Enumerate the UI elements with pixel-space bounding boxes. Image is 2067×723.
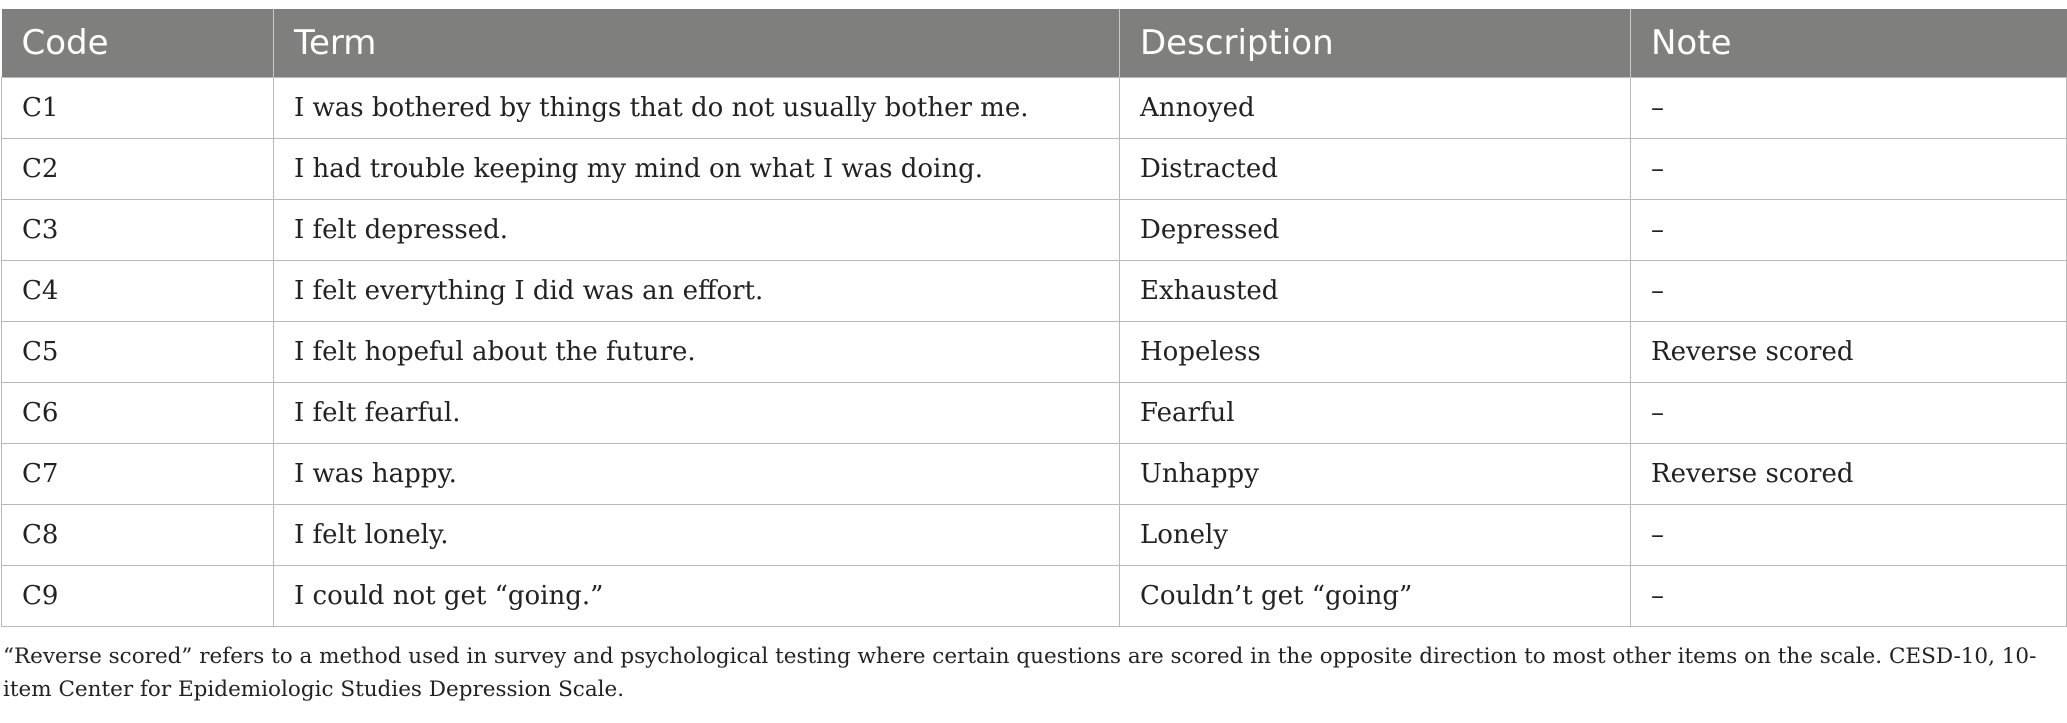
cell-code: C5	[2, 322, 274, 383]
cell-note: Reverse scored	[1631, 322, 2067, 383]
cell-term: I felt everything I did was an effort.	[274, 261, 1120, 322]
cell-description: Distracted	[1120, 139, 1631, 200]
cell-note: –	[1631, 383, 2067, 444]
header-note: Note	[1631, 9, 2067, 78]
cell-term: I could not get “going.”	[274, 566, 1120, 627]
cell-term: I felt fearful.	[274, 383, 1120, 444]
cell-note: –	[1631, 505, 2067, 566]
cell-code: C4	[2, 261, 274, 322]
cell-description: Fearful	[1120, 383, 1631, 444]
cell-description: Unhappy	[1120, 444, 1631, 505]
cell-note: –	[1631, 566, 2067, 627]
table-row	[2, 505, 2067, 566]
header-code: Code	[2, 9, 274, 78]
cell-code: C8	[2, 505, 274, 566]
cell-term: I felt depressed.	[274, 200, 1120, 261]
header-term: Term	[274, 9, 1120, 78]
table-row	[2, 322, 2067, 383]
header-description: Description	[1120, 9, 1631, 78]
table-row	[2, 78, 2067, 139]
cell-term: I was bothered by things that do not usually bother me.	[274, 78, 1120, 139]
cell-code: C2	[2, 139, 274, 200]
table-row	[2, 566, 2067, 627]
cell-term: I had trouble keeping my mind on what I was doing.	[274, 139, 1120, 200]
cell-description: Couldn’t get “going”	[1120, 566, 1631, 627]
table-header-row	[2, 9, 2067, 78]
table-row	[2, 444, 2067, 505]
cell-code: C6	[2, 383, 274, 444]
cell-code: C3	[2, 200, 274, 261]
table-row	[2, 383, 2067, 444]
table-row	[2, 200, 2067, 261]
cell-term: I was happy.	[274, 444, 1120, 505]
cell-note: Reverse scored	[1631, 444, 2067, 505]
cell-code: C1	[2, 78, 274, 139]
cell-description: Depressed	[1120, 200, 1631, 261]
cell-note: –	[1631, 200, 2067, 261]
cell-code: C9	[2, 566, 274, 627]
cell-code: C7	[2, 444, 274, 505]
table-row	[2, 139, 2067, 200]
table-container	[1, 9, 2066, 627]
cell-description: Lonely	[1120, 505, 1631, 566]
cesd-items-table	[1, 9, 2067, 627]
cell-note: –	[1631, 78, 2067, 139]
table-row	[2, 261, 2067, 322]
cell-description: Exhausted	[1120, 261, 1631, 322]
table-footnote: “Reverse scored” refers to a method used in survey and psychological testing where certain questions are scored in the opposite direction to most other items on the scale. CESD-10, 10-item Center for Epidemiologic Studies Depression Scale.	[3, 644, 2037, 702]
cell-term: I felt lonely.	[274, 505, 1120, 566]
cell-term: I felt hopeful about the future.	[274, 322, 1120, 383]
cell-note: –	[1631, 261, 2067, 322]
cell-description: Hopeless	[1120, 322, 1631, 383]
cell-description: Annoyed	[1120, 78, 1631, 139]
cell-note: –	[1631, 139, 2067, 200]
